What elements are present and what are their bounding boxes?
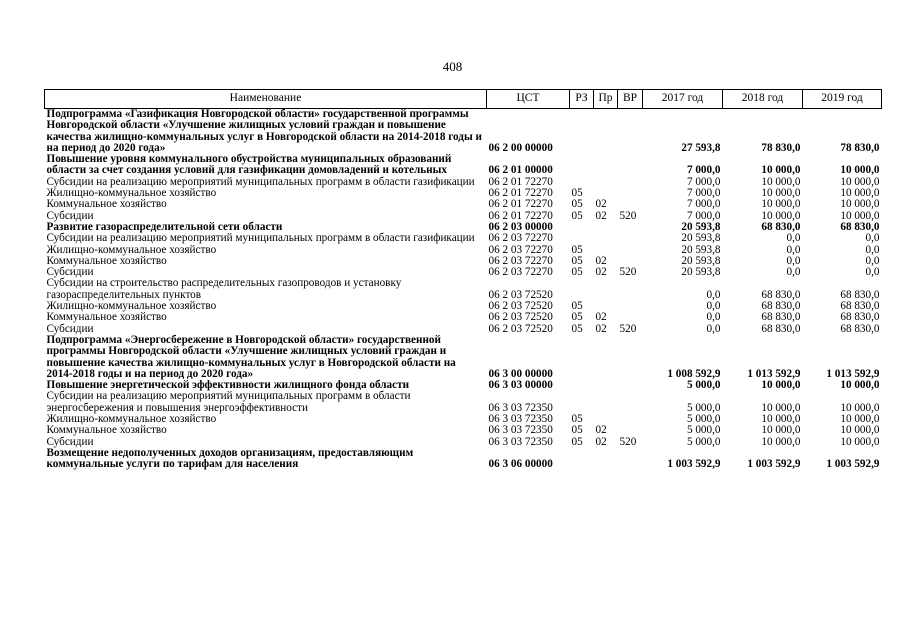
cell-rz xyxy=(570,233,594,244)
cell-name: Субсидии xyxy=(46,322,94,335)
cell-cst: 06 2 03 72520 xyxy=(488,288,553,301)
cell-rz xyxy=(570,278,594,301)
cell-y2018: 10 000,0 xyxy=(761,379,801,392)
cell-y2019: 68 830,0 xyxy=(840,300,880,313)
cell-name: Субсидии на строительство распределительных газопроводов и установку газораспределительных пунктов xyxy=(46,277,402,301)
table-row xyxy=(45,109,882,155)
cell-y2017: 5 000,0 xyxy=(686,401,721,414)
cell-y2017: 0,0 xyxy=(706,322,721,335)
cell-y2019: 10 000,0 xyxy=(840,209,880,222)
cell-y2019: 10 000,0 xyxy=(840,164,880,177)
cell-pr xyxy=(594,233,618,244)
cell-y2017: 20 593,8 xyxy=(681,266,721,279)
cell-pr xyxy=(594,222,618,233)
cell-vr xyxy=(618,391,643,414)
cell-vr: 520 xyxy=(619,435,637,448)
cell-rz: 05 xyxy=(571,435,583,448)
cell-rz: 05 xyxy=(571,424,583,437)
cell-cst: 06 2 03 72270 xyxy=(488,254,553,267)
cell-pr: 02 xyxy=(595,198,607,211)
cell-vr xyxy=(618,414,643,425)
cell-y2017: 5 000,0 xyxy=(686,424,721,437)
cell-cst: 06 2 03 72520 xyxy=(488,311,553,324)
cell-y2017: 5 000,0 xyxy=(686,435,721,448)
cell-name: Повышение уровня коммунального обустройства муниципальных образований области за счет создания условий для газификации домовладений и котельных xyxy=(46,153,452,177)
header-rz: РЗ xyxy=(570,90,594,109)
cell-y2018: 10 000,0 xyxy=(761,209,801,222)
cell-rz xyxy=(570,222,594,233)
cell-y2018: 68 830,0 xyxy=(761,311,801,324)
cell-pr xyxy=(594,380,618,391)
cell-y2017: 1 008 592,9 xyxy=(667,367,721,380)
cell-name: Субсидии xyxy=(46,209,94,222)
cell-pr xyxy=(594,109,618,155)
table-row xyxy=(45,256,882,267)
cell-y2019: 0,0 xyxy=(865,232,880,245)
cell-vr xyxy=(618,222,643,233)
cell-pr xyxy=(594,177,618,188)
cell-y2018: 1 003 592,9 xyxy=(747,458,801,471)
cell-vr: 520 xyxy=(619,209,637,222)
cell-y2019: 1 003 592,9 xyxy=(826,458,880,471)
cell-pr xyxy=(594,278,618,301)
cell-rz: 05 xyxy=(571,254,583,267)
cell-y2019: 0,0 xyxy=(865,254,880,267)
cell-name: Субсидии на реализацию мероприятий муниципальных программ в области энергосбережения и повышения энергоэффективности xyxy=(46,390,411,414)
budget-table xyxy=(44,89,882,471)
cell-y2018: 10 000,0 xyxy=(761,164,801,177)
cell-rz: 05 xyxy=(571,413,583,426)
cell-name: Жилищно-коммунальное хозяйство xyxy=(46,243,217,256)
table-row xyxy=(45,425,882,436)
cell-y2018: 0,0 xyxy=(786,232,801,245)
cell-rz: 05 xyxy=(571,322,583,335)
cell-rz: 05 xyxy=(571,311,583,324)
table-row xyxy=(45,245,882,256)
cell-cst: 06 2 00 00000 xyxy=(488,141,553,154)
cell-vr xyxy=(618,301,643,312)
cell-y2018: 68 830,0 xyxy=(761,288,801,301)
cell-y2017: 1 003 592,9 xyxy=(667,458,721,471)
cell-pr: 02 xyxy=(595,254,607,267)
cell-y2018: 1 013 592,9 xyxy=(747,367,801,380)
cell-y2019: 68 830,0 xyxy=(840,311,880,324)
cell-y2017: 7 000,0 xyxy=(686,175,721,188)
cell-cst: 06 2 01 72270 xyxy=(488,209,553,222)
cell-rz xyxy=(570,335,594,380)
cell-vr xyxy=(618,109,643,155)
cell-name: Коммунальное хозяйство xyxy=(46,254,167,267)
cell-y2017: 5 000,0 xyxy=(686,413,721,426)
cell-y2018: 78 830,0 xyxy=(761,141,801,154)
cell-name: Коммунальное хозяйство xyxy=(46,198,167,211)
cell-rz xyxy=(570,109,594,155)
cell-y2017: 0,0 xyxy=(706,311,721,324)
cell-cst: 06 3 06 00000 xyxy=(488,458,553,471)
header-2017: 2017 год xyxy=(643,90,723,109)
cell-cst: 06 3 03 00000 xyxy=(488,379,553,392)
cell-y2018: 68 830,0 xyxy=(761,220,801,233)
header-vr: ВР xyxy=(618,90,643,109)
cell-y2019: 10 000,0 xyxy=(840,413,880,426)
cell-y2018: 0,0 xyxy=(786,266,801,279)
cell-y2018: 10 000,0 xyxy=(761,198,801,211)
cell-y2018: 10 000,0 xyxy=(761,413,801,426)
cell-cst: 06 2 03 72520 xyxy=(488,322,553,335)
header-name: Наименование xyxy=(45,90,487,109)
cell-cst: 06 3 00 00000 xyxy=(488,367,553,380)
cell-rz: 05 xyxy=(571,209,583,222)
page-number: 408 xyxy=(442,59,463,74)
cell-y2018: 0,0 xyxy=(786,254,801,267)
cell-y2018: 68 830,0 xyxy=(761,322,801,335)
table-body xyxy=(45,109,882,471)
cell-vr xyxy=(618,335,643,380)
table-row xyxy=(45,278,882,301)
cell-name: Жилищно-коммунальное хозяйство xyxy=(46,413,217,426)
cell-vr: 520 xyxy=(619,266,637,279)
cell-y2017: 5 000,0 xyxy=(686,379,721,392)
cell-name: Подпрограмма «Энергосбережение в Новгородской области» государственной программы Новгородской области «Улучшение жилищных условий граждан и повышение качества жилищно-коммунальных услуг в Новгородской области на 2014-2018 годы и на период до 2020 года» xyxy=(46,333,456,380)
cell-name: Подпрограмма «Газификация Новгородской области» государственной программы Новгородской области «Улучшение жилищных условий граждан и повышение качества жилищно-коммунальных услуг в Новгородской области на 2014-2018 годы и на период до 2020 года» xyxy=(46,108,482,154)
cell-pr: 02 xyxy=(595,311,607,324)
cell-y2019: 10 000,0 xyxy=(840,198,880,211)
cell-y2017: 20 593,8 xyxy=(681,243,721,256)
cell-y2019: 10 000,0 xyxy=(840,424,880,437)
cell-pr xyxy=(594,154,618,177)
cell-y2019: 10 000,0 xyxy=(840,187,880,200)
cell-pr: 02 xyxy=(595,209,607,222)
table-row xyxy=(45,233,882,244)
cell-vr xyxy=(618,177,643,188)
header-cst: ЦСТ xyxy=(487,90,570,109)
cell-cst: 06 3 03 72350 xyxy=(488,435,553,448)
cell-cst: 06 3 03 72350 xyxy=(488,401,553,414)
table-row xyxy=(45,154,882,177)
cell-pr xyxy=(594,335,618,380)
cell-cst: 06 3 03 72350 xyxy=(488,413,553,426)
header-2018: 2018 год xyxy=(723,90,803,109)
cell-pr: 02 xyxy=(595,266,607,279)
table-header-row xyxy=(45,90,882,109)
cell-rz: 05 xyxy=(571,300,583,313)
table-row xyxy=(45,199,882,210)
cell-name: Субсидии xyxy=(46,435,94,448)
cell-cst: 06 2 03 72270 xyxy=(488,266,553,279)
cell-rz: 05 xyxy=(571,243,583,256)
cell-y2019: 10 000,0 xyxy=(840,435,880,448)
cell-y2019: 78 830,0 xyxy=(840,141,880,154)
cell-name: Коммунальное хозяйство xyxy=(46,424,167,437)
cell-name: Коммунальное хозяйство xyxy=(46,311,167,324)
cell-vr: 520 xyxy=(619,322,637,335)
cell-vr xyxy=(618,233,643,244)
table-row xyxy=(45,448,882,471)
cell-y2018: 10 000,0 xyxy=(761,187,801,200)
cell-vr xyxy=(618,448,643,471)
cell-name: Жилищно-коммунальное хозяйство xyxy=(46,300,217,313)
cell-cst: 06 2 03 72270 xyxy=(488,232,553,245)
cell-y2019: 10 000,0 xyxy=(840,175,880,188)
cell-y2018: 10 000,0 xyxy=(761,401,801,414)
table-row xyxy=(45,188,882,199)
cell-rz xyxy=(570,391,594,414)
cell-pr: 02 xyxy=(595,322,607,335)
cell-vr xyxy=(618,312,643,323)
header-2019: 2019 год xyxy=(803,90,882,109)
cell-cst: 06 2 01 72270 xyxy=(488,198,553,211)
cell-pr xyxy=(594,391,618,414)
cell-vr xyxy=(618,425,643,436)
cell-y2018: 10 000,0 xyxy=(761,175,801,188)
cell-cst: 06 2 03 72270 xyxy=(488,243,553,256)
cell-y2017: 7 000,0 xyxy=(686,198,721,211)
cell-name: Субсидии xyxy=(46,266,94,279)
cell-name: Жилищно-коммунальное хозяйство xyxy=(46,187,217,200)
cell-y2017: 20 593,8 xyxy=(681,254,721,267)
cell-y2019: 68 830,0 xyxy=(840,288,880,301)
cell-y2017: 7 000,0 xyxy=(686,164,721,177)
cell-pr: 02 xyxy=(595,435,607,448)
cell-name: Развитие газораспределительной сети области xyxy=(46,220,283,233)
cell-rz xyxy=(570,154,594,177)
cell-vr xyxy=(618,188,643,199)
cell-pr: 02 xyxy=(595,424,607,437)
cell-y2017: 0,0 xyxy=(706,300,721,313)
cell-vr xyxy=(618,199,643,210)
cell-y2019: 68 830,0 xyxy=(840,220,880,233)
table-row xyxy=(45,414,882,425)
cell-y2019: 0,0 xyxy=(865,243,880,256)
cell-vr xyxy=(618,380,643,391)
cell-y2017: 20 593,8 xyxy=(681,220,721,233)
cell-y2018: 10 000,0 xyxy=(761,424,801,437)
cell-name: Субсидии на реализацию мероприятий муниципальных программ в области газификации xyxy=(46,175,475,188)
cell-y2019: 0,0 xyxy=(865,266,880,279)
cell-y2019: 10 000,0 xyxy=(840,401,880,414)
cell-vr xyxy=(618,245,643,256)
cell-name: Повышение энергетической эффективности жилищного фонда области xyxy=(46,379,410,392)
cell-cst: 06 2 01 72270 xyxy=(488,175,553,188)
table-row xyxy=(45,335,882,380)
cell-rz: 05 xyxy=(571,198,583,211)
cell-y2018: 0,0 xyxy=(786,243,801,256)
cell-cst: 06 2 03 72520 xyxy=(488,300,553,313)
cell-name: Субсидии на реализацию мероприятий муниципальных программ в области газификации xyxy=(46,232,475,245)
table-row xyxy=(45,312,882,323)
cell-cst: 06 2 01 00000 xyxy=(488,164,553,177)
cell-pr xyxy=(594,448,618,471)
cell-rz: 05 xyxy=(571,187,583,200)
cell-y2017: 20 593,8 xyxy=(681,232,721,245)
cell-y2017: 7 000,0 xyxy=(686,187,721,200)
cell-y2018: 68 830,0 xyxy=(761,300,801,313)
cell-y2017: 0,0 xyxy=(706,288,721,301)
cell-cst: 06 2 03 00000 xyxy=(488,220,553,233)
cell-name: Возмещение недополученных доходов организациям, предоставляющим коммунальные услуги по тарифам для населения xyxy=(46,446,414,471)
cell-rz xyxy=(570,380,594,391)
cell-rz: 05 xyxy=(571,266,583,279)
cell-cst: 06 2 01 72270 xyxy=(488,187,553,200)
cell-rz xyxy=(570,448,594,471)
cell-y2019: 1 013 592,9 xyxy=(826,367,880,380)
table-row xyxy=(45,391,882,414)
cell-cst: 06 3 03 72350 xyxy=(488,424,553,437)
table-row xyxy=(45,301,882,312)
header-pr: Пр xyxy=(594,90,618,109)
cell-vr xyxy=(618,278,643,301)
cell-y2017: 7 000,0 xyxy=(686,209,721,222)
cell-y2019: 10 000,0 xyxy=(840,379,880,392)
cell-y2017: 27 593,8 xyxy=(681,141,721,154)
cell-y2018: 10 000,0 xyxy=(761,435,801,448)
cell-y2019: 68 830,0 xyxy=(840,322,880,335)
cell-vr xyxy=(618,154,643,177)
